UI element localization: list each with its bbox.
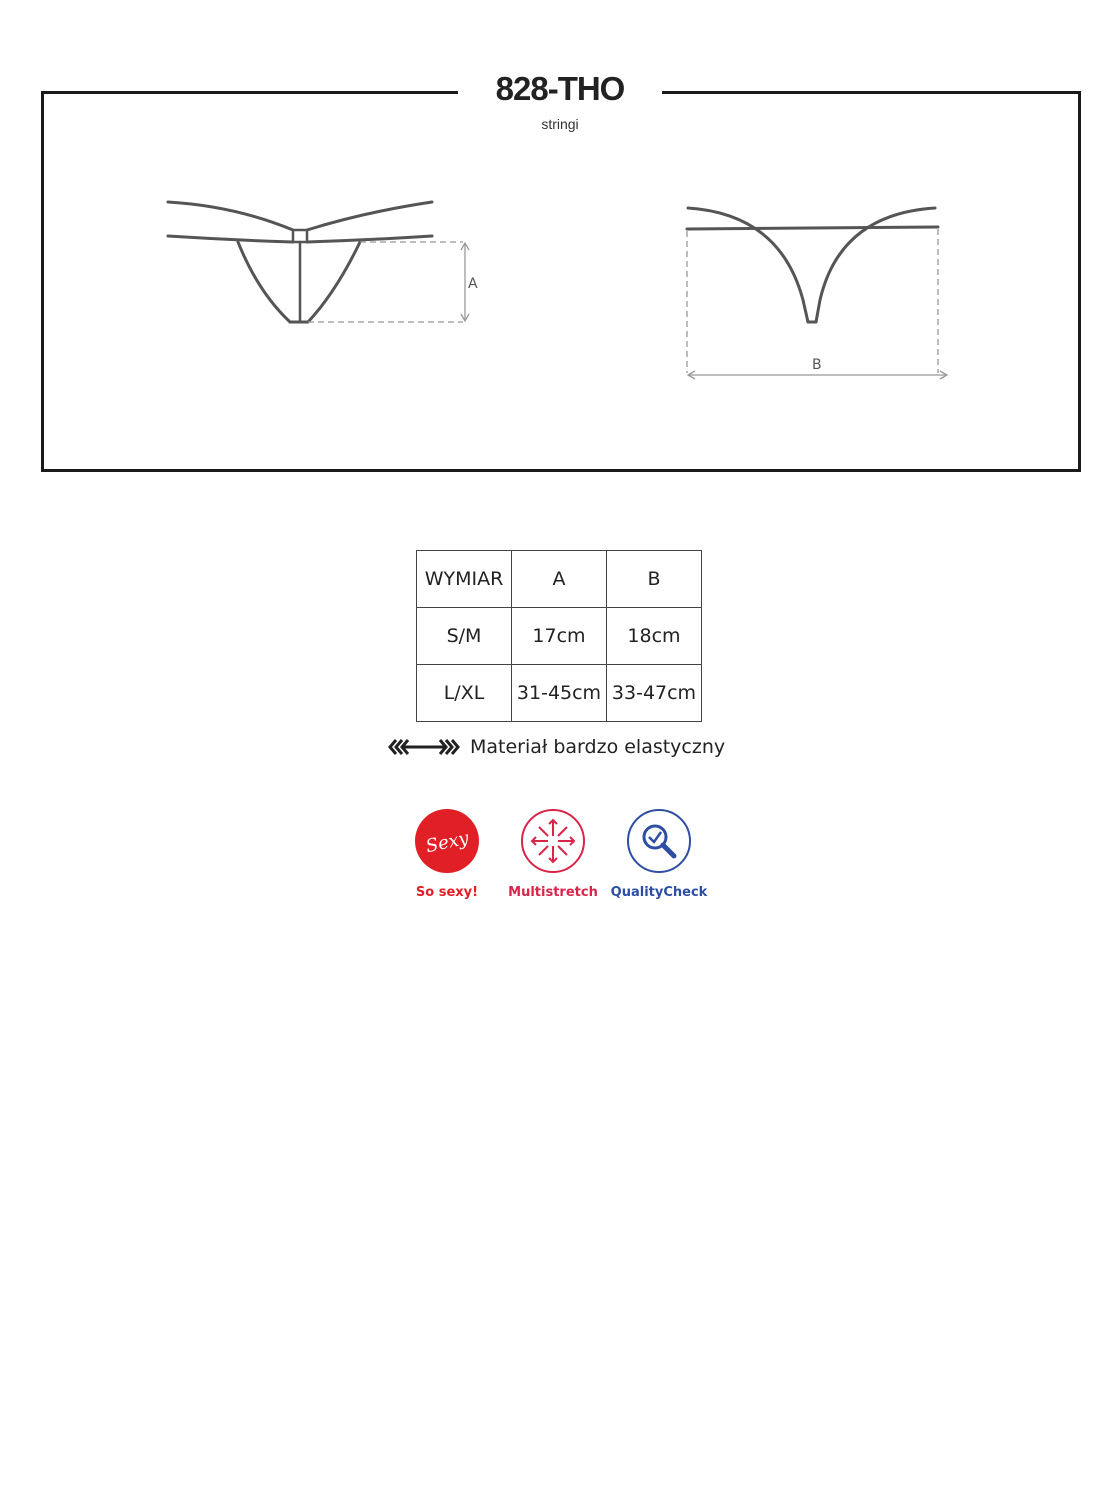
table-header-cell: A (512, 551, 607, 608)
table-header-row (417, 551, 702, 608)
table-header-cell: WYMIAR (417, 551, 512, 608)
garment-diagram (0, 0, 1120, 480)
svg-text:Sexy: Sexy (423, 827, 471, 858)
table-cell: 31-45cm (512, 665, 607, 722)
sexy-icon (414, 808, 480, 874)
multistretch-icon (520, 808, 586, 874)
badge-label: So sexy! (415, 885, 479, 900)
table-header-cell: B (607, 551, 702, 608)
table-cell: L/XL (417, 665, 512, 722)
dimension-a (308, 242, 469, 322)
badge-quality-check (609, 808, 709, 900)
table-cell: 17cm (512, 608, 607, 665)
table-row (417, 608, 702, 665)
product-code: 828-THO (495, 70, 625, 107)
badge-label: QualityCheck (610, 885, 708, 900)
dimension-a-label: A (468, 276, 478, 292)
badge-multistretch (503, 808, 603, 900)
front-view-drawing (168, 202, 432, 322)
stretch-note-text: Materiał bardzo elastyczny (470, 736, 726, 758)
size-table (416, 550, 702, 722)
table-cell: 18cm (607, 608, 702, 665)
back-view-drawing (687, 208, 938, 322)
table-cell: S/M (417, 608, 512, 665)
double-arrow-stretch-icon (388, 737, 460, 757)
product-type: stringi (541, 116, 579, 132)
table-cell: 33-47cm (607, 665, 702, 722)
stretch-note (388, 734, 725, 760)
dimension-b-label: B (812, 357, 822, 373)
table-row (417, 665, 702, 722)
badge-label: Multistretch (508, 885, 598, 900)
badge-so-sexy (397, 808, 497, 900)
quality-check-icon (626, 808, 692, 874)
